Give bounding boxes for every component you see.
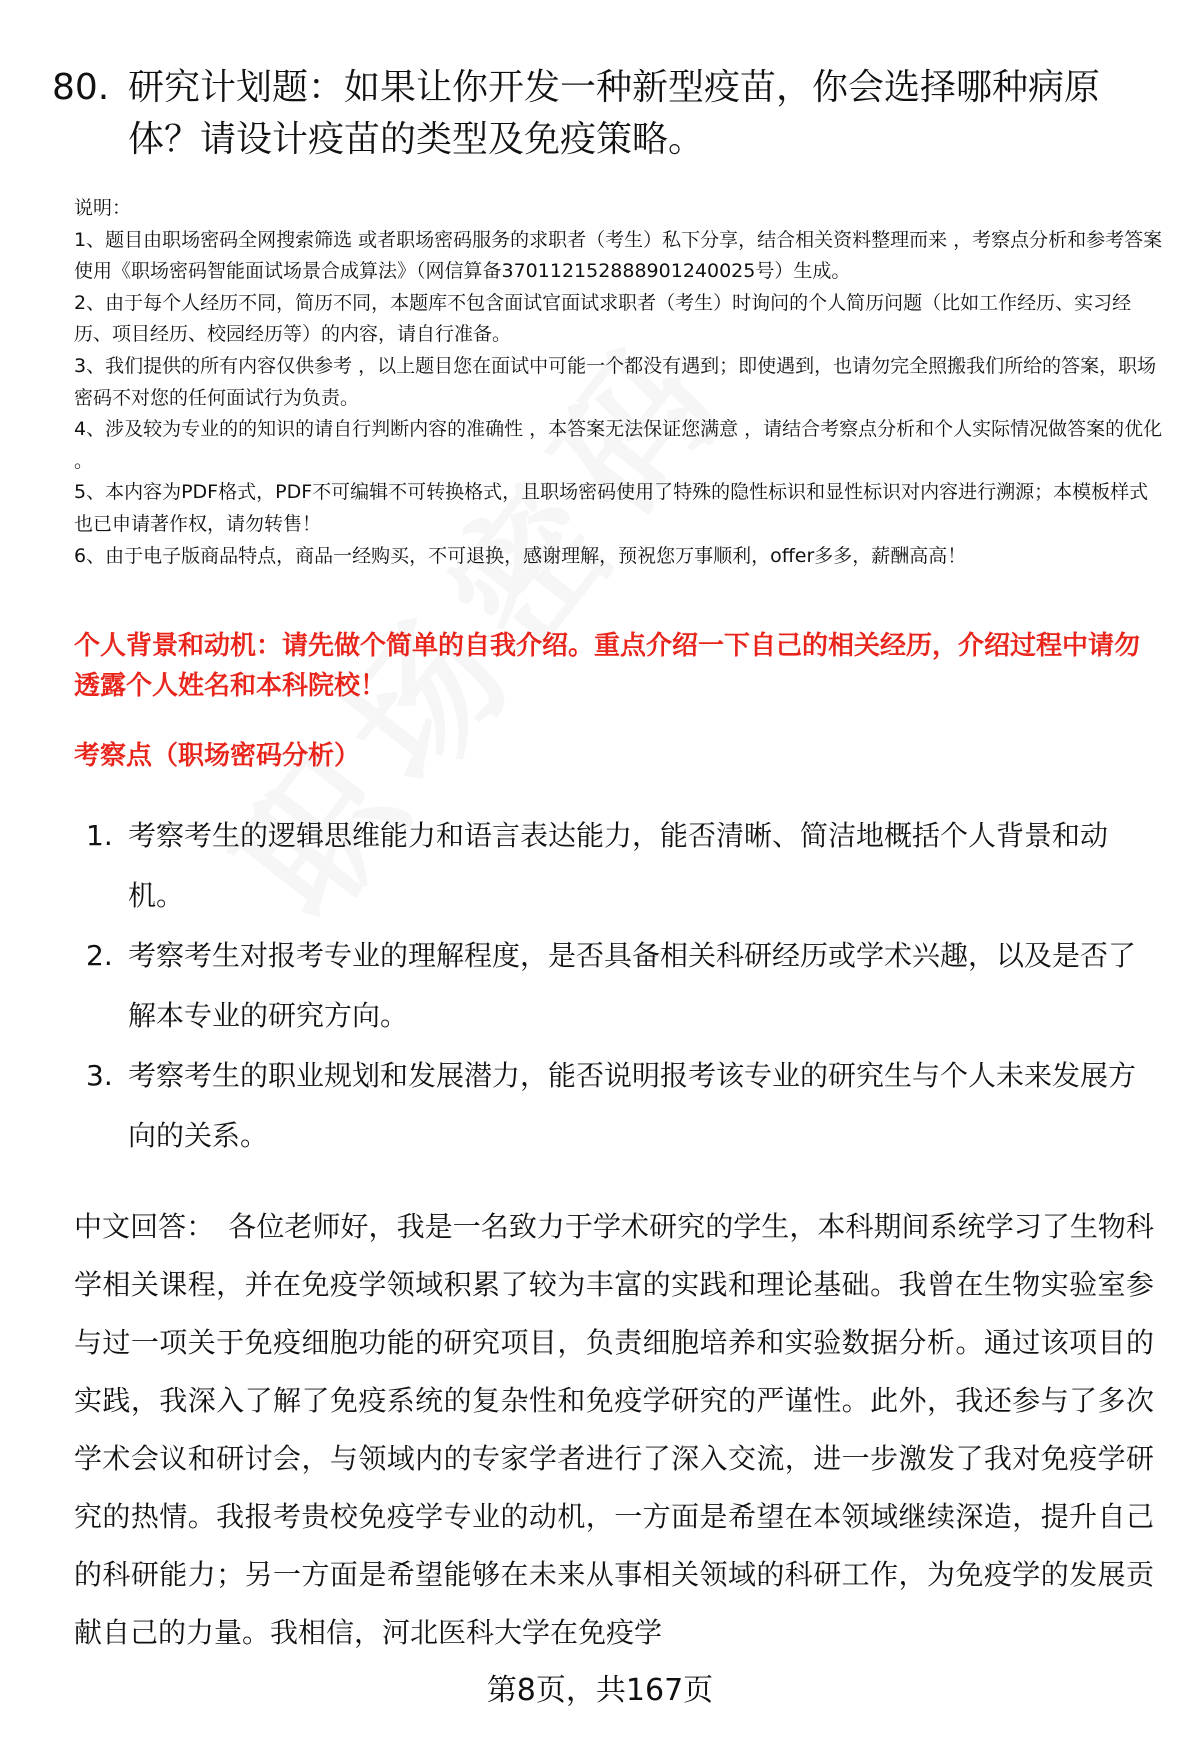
page-footer: 第8页，共167页 (486, 1673, 714, 1708)
assessment-points (86, 806, 1156, 1166)
list-text: 考察考生的职业规划和发展潜力，能否说明报考该专业的研究生与个人未来发展方向的关系。 (128, 1059, 1137, 1152)
answer-label: 中文回答： (74, 1210, 215, 1243)
section-subheading: 考察点（职场密码分析） (74, 741, 361, 771)
list-index: 1. (86, 819, 113, 852)
list-text: 考察考生的逻辑思维能力和语言表达能力，能否清晰、简洁地概括个人背景和动机。 (128, 819, 1109, 912)
list-text: 考察考生对报考专业的理解程度，是否具备相关科研经历或学术兴趣，以及是否了解本专业的研究方向。 (128, 939, 1137, 1032)
question-number: 80. (52, 67, 110, 108)
notes-item: 3、我们提供的所有内容仅供参考 ，以上题目您在面试中可能一个都没有遇到；即使遇到，也请勿完全照搬我们所给的答案，职场密码不对您的任何面试行为负责。 (74, 354, 1157, 409)
question-text: 研究计划题：如果让你开发一种新型疫苗，你会选择哪种病原体？请设计疫苗的类型及免疫策略。 (128, 67, 1101, 160)
notes-item: 1、题目由职场密码全网搜索筛选 或者职场密码服务的求职者（考生）私下分享，结合相关资料整理而来 ，考察点分析和参考答案使用《职场密码智能面试场景合成算法》（网信算备370112152888901240025号）生成。 (74, 228, 1163, 283)
list-item (86, 926, 1156, 1046)
notes-header: 说明： (74, 197, 132, 219)
list-item (86, 1046, 1156, 1166)
list-index: 3. (86, 1059, 113, 1092)
answer-text: 各位老师好，我是一名致力于学术研究的学生，本科期间系统学习了生物科学相关课程，并在免疫学领域积累了较为丰富的实践和理论基础。我曾在生物实验室参与过一项关于免疫细胞功能的研究项目，负责细胞培养和实验数据分析。通过该项目的实践，我深入了解了免疫系统的复杂性和免疫学研究的严谨性。此外，我还参与了多次学术会议和研讨会，与领域内的专家学者进行了深入交流，进一步激发了我对免疫学研究的热情。我报考贵校免疫学专业的动机，一方面是希望在本领域继续深造，提升自己的科研能力；另一方面是希望能够在未来从事相关领域的科研工作，为免疫学的发展贡献自己的力量。我相信，河北医科大学在免疫学 (74, 1210, 1154, 1649)
notes-item: 4、涉及较为专业的的知识的请自行判断内容的准确性 ，本答案无法保证您满意 ，请结合考察点分析和个人实际情况做答案的优化 。 (74, 418, 1163, 472)
list-item (86, 806, 1156, 926)
notes-item: 5、本内容为PDF格式，PDF不可编辑不可转换格式，且职场密码使用了特殊的隐性标识和显性标识对内容进行溯源；本模板样式也已申请著作权，请勿转售！ (74, 481, 1149, 535)
question-title (52, 62, 1132, 166)
list-index: 2. (86, 939, 113, 972)
answer-paragraph (74, 1198, 1154, 1662)
section-heading: 个人背景和动机：请先做个简单的自我介绍。重点介绍一下自己的相关经历，介绍过程中请勿透露个人姓名和本科院校！ (74, 631, 1141, 701)
notes-item: 6、由于电子版商品特点，商品一经购买，不可退换，感谢理解，预祝您万事顺利，offer多多，薪酬高高！ (74, 544, 967, 567)
disclaimer-notes (74, 193, 1164, 572)
notes-item: 2、由于每个人经历不同，简历不同，本题库不包含面试官面试求职者（考生）时询问的个人简历问题（比如工作经历、实习经历、项目经历、校园经历等）的内容，请自行准备。 (74, 291, 1132, 346)
